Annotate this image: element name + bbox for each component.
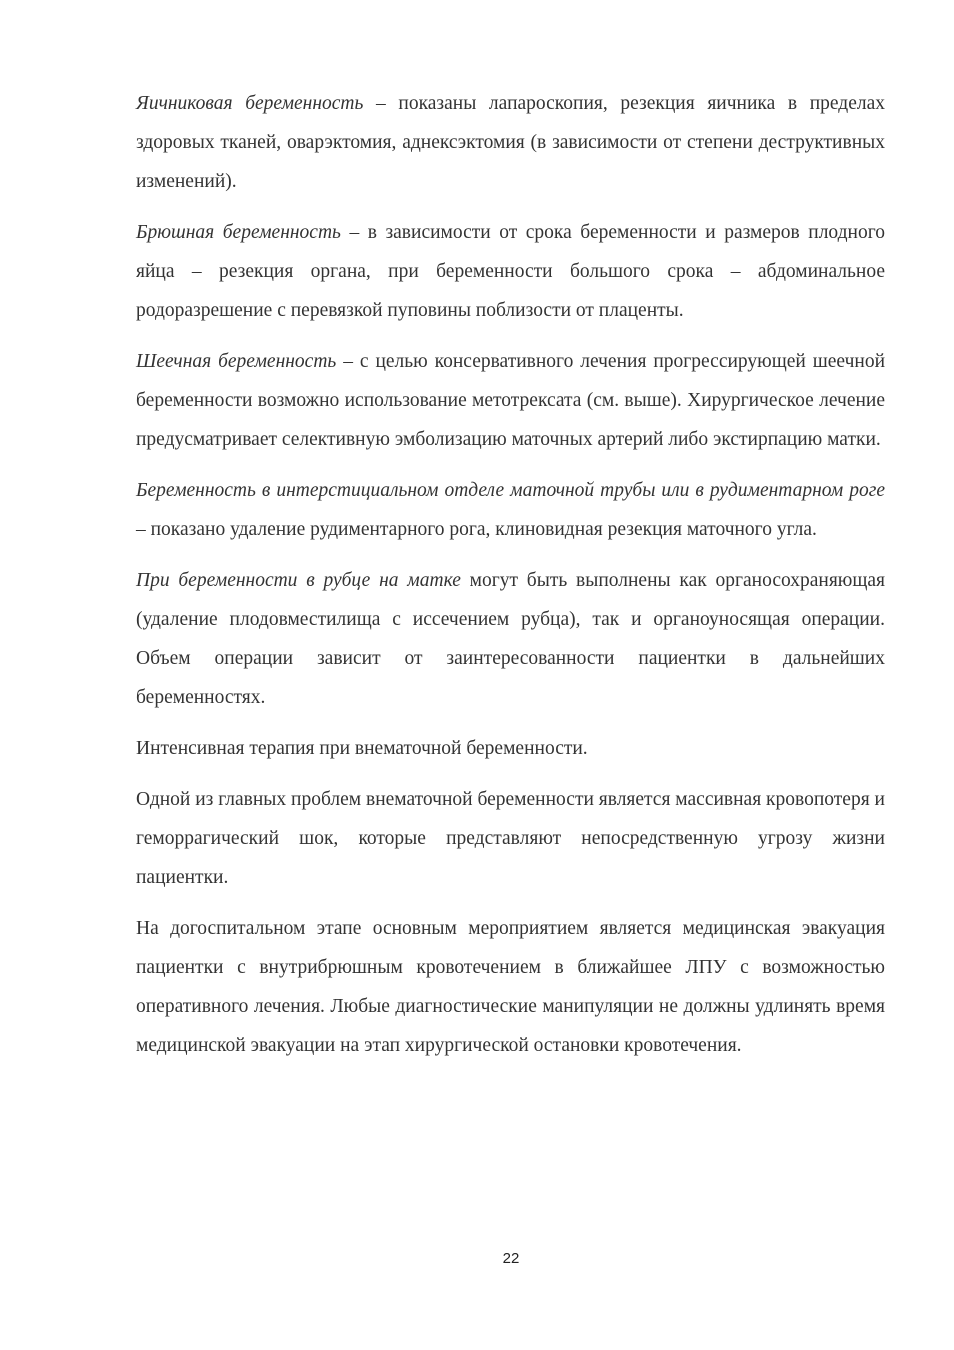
document-body — [136, 84, 885, 1077]
paragraph-heading: Беременность в интерстициальном отделе маточной трубы или в рудиментарном роге — [136, 480, 885, 501]
paragraph-text: – в зависимости от срока беременности и размеров плодного яйца – резекция органа, при беременности большого срока – абдоминальное родоразрешение с перевязкой пуповины поблизости от плаценты. — [136, 222, 885, 321]
paragraph-intensive-therapy — [136, 729, 885, 768]
paragraph-heading: Брюшная беременность — [136, 222, 341, 243]
paragraph-text: На догоспитальном этапе основным мероприятием является медицинская эвакуация пациентки с внутрибрюшным кровотечением в ближайшее ЛПУ с возможностью оперативного лечения. Любые диагностические манипуляции не должны удлинять время медицинской эвакуации на этап хирургической остановки кровотечения. — [136, 918, 885, 1056]
paragraph-text: – с целью консервативного лечения прогрессирующей шеечной беременности возможно использование метотрексата (см. выше). Хирургическое лечение предусматривает селективную эмболизацию маточных артерий либо экстирпацию матки. — [136, 351, 886, 450]
paragraph-heading: При беременности в рубце на матке — [136, 570, 461, 591]
paragraph-text: Одной из главных проблем внематочной беременности является массивная кровопотеря и геморрагический шок, которые представляют непосредственную угрозу жизни пациентки. — [136, 789, 885, 888]
paragraph-abdominal-pregnancy — [136, 213, 885, 330]
paragraph-cervical-pregnancy — [136, 342, 885, 459]
paragraph-text: Интенсивная терапия при внематочной беременности. — [136, 738, 588, 759]
paragraph-interstitial-pregnancy — [136, 471, 885, 549]
paragraph-blood-loss — [136, 780, 885, 897]
paragraph-text: – показаны лапароскопия, резекция яичника в пределах здоровых тканей, оварэктомия, аднексэктомия (в зависимости от степени деструктивных изменений). — [136, 93, 885, 192]
paragraph-text: могут быть выполнены как органосохраняющая (удаление плодовместилища с иссечением рубца), так и органоуносящая операции. Объем операции зависит от заинтересованности пациентки в дальнейших беременностях. — [136, 570, 886, 708]
page-number: 22 — [502, 1250, 520, 1267]
paragraph-heading: Яичниковая беременность — [136, 93, 364, 114]
paragraph-heading: Шеечная беременность — [136, 351, 337, 372]
paragraph-ovarian-pregnancy — [136, 84, 885, 201]
paragraph-prehospital-stage — [136, 909, 885, 1065]
paragraph-scar-pregnancy — [136, 561, 885, 717]
paragraph-text: – показано удаление рудиментарного рога, клиновидная резекция маточного угла. — [136, 519, 817, 540]
